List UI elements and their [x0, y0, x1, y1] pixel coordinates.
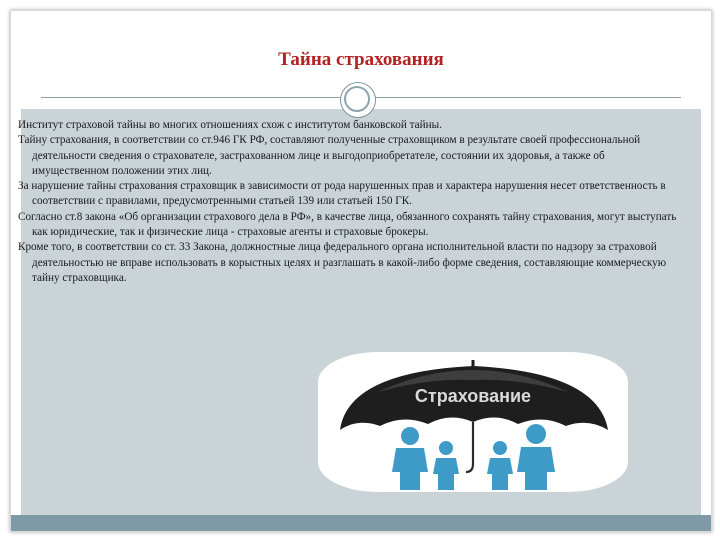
insurance-umbrella-image	[318, 352, 628, 492]
body-text	[18, 118, 684, 286]
bottom-bar	[11, 515, 711, 531]
paragraph: За нарушение тайны страхования страховщик в зависимости от рода нарушенных прав и характера нарушения несет ответственность в соответствии с правилами, предусмотренными статьей 139 или статьей 150 ГК.	[18, 180, 666, 208]
umbrella-illustration	[318, 352, 628, 492]
circle-ornament-icon	[340, 82, 376, 118]
paragraph: Согласно ст.8 закона «Об организации страхового дела в РФ», в качестве лица, обязанного сохранять тайну страхования, могут выступать как юридические, так и физические лица - страховые агенты и страховые брокеры.	[18, 210, 677, 239]
umbrella-label: Страхование	[414, 386, 532, 406]
paragraph: Кроме того, в соответствии со ст. 33 Закона, должностные лица федерального органа исполнительной власти по надзору за страховой деятельностью не вправе использовать в корыстных целях и разглашать в какой-либо форме сведения, составляющие коммерческую тайну страховщика.	[18, 241, 667, 284]
paragraph: Тайну страхования, в соответствии со ст.946 ГК РФ, составляют полученные страховщиком в результате своей профессиональной деятельности сведения о страхователе, застрахованном лице и выгодоприобретателе, состоянии их здоровья, а также об имущественном положении этих лиц.	[18, 134, 641, 177]
paragraph: Институт страховой тайны во многих отношениях схож с институтом банковской тайны.	[18, 119, 442, 131]
umbrella-icon	[340, 360, 608, 472]
slide-title: Тайна страхования	[278, 49, 444, 70]
